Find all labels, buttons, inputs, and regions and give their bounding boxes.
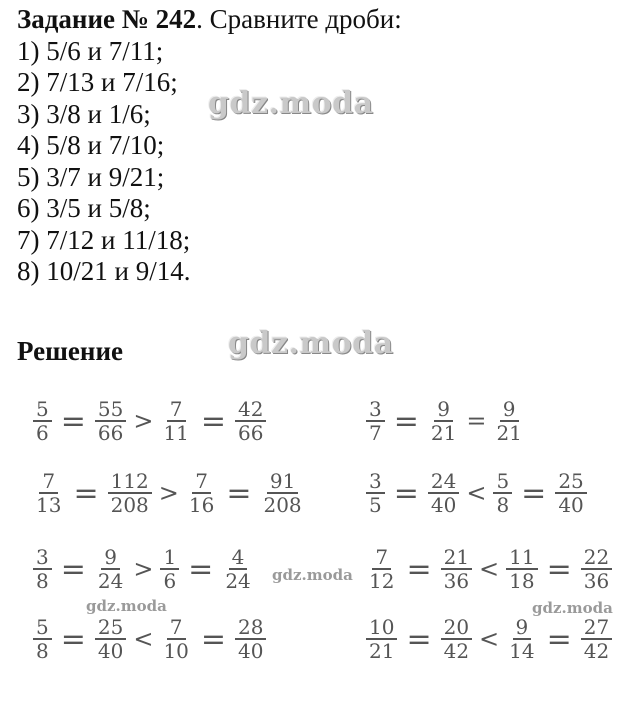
fraction [160,546,179,592]
numerator: 7 [192,470,211,494]
numerator: 7 [372,546,391,570]
task-item: 8) 10/21 и 9/14. [17,256,191,286]
numerator: 21 [441,546,472,570]
numerator: 3 [366,470,385,494]
equals-sign: = [406,551,432,587]
denominator: 66 [238,421,264,445]
comparison-sign: < [466,479,487,507]
numerator: 7 [39,470,58,494]
comparison-equation [363,470,590,516]
denominator: 42 [583,639,610,663]
fraction [506,546,537,592]
equals-sign: = [73,475,99,511]
numerator: 3 [33,546,52,570]
task-item: 4) 5/8 и 7/10; [17,130,165,160]
denominator: 6 [163,569,177,593]
fraction [95,616,126,662]
denominator: 6 [36,421,49,445]
denominator: 5 [369,493,382,517]
fraction [366,470,385,516]
fraction [160,398,191,444]
denominator: 10 [163,639,189,663]
task-item: 5) 3/7 и 9/21; [17,161,165,192]
numerator: 112 [108,470,152,494]
fraction [160,616,191,662]
equals-sign: = [226,475,252,511]
task-title [17,4,402,36]
numerator: 10 [366,616,397,640]
numerator: 5 [33,398,52,422]
denominator: 24 [225,569,251,593]
equals-sign: = [188,551,214,587]
fraction [555,470,586,516]
numerator: 28 [235,616,266,640]
denominator: 208 [263,493,302,517]
numerator: 24 [428,470,459,494]
comparison-sign: > [133,555,154,583]
denominator: 36 [583,569,610,593]
fraction [186,470,217,516]
denominator: 7 [369,421,382,445]
numerator: 4 [229,546,248,570]
task-item: 6) 3/5 и 5/8; [17,193,151,223]
fraction [33,616,52,662]
fraction [33,470,64,516]
solution-heading: Решение [17,336,123,366]
watermark: gdz.moda [208,86,374,121]
comparison-equation [30,470,308,516]
fraction [235,616,266,662]
fraction [235,398,266,444]
denominator: 66 [97,421,124,445]
numerator: 27 [581,616,612,640]
task-item: 2) 7/13 и 7/16; [17,67,178,97]
fraction [366,546,397,592]
denominator: 18 [509,569,535,593]
numerator: 20 [441,616,472,640]
comparison-sign: < [479,625,500,653]
watermark: gdz.moda [532,599,613,617]
comparison-sign: > [133,407,154,435]
numerator: 25 [555,470,586,494]
equals-sign: = [393,403,419,439]
comparison-equation [363,546,615,592]
denominator: 40 [430,493,457,517]
denominator: 12 [369,569,395,593]
comparison-equation [30,398,269,444]
denominator: 21 [369,639,395,663]
denominator: 40 [238,639,264,663]
comparison-equation [363,398,528,444]
fraction [260,470,304,516]
fraction [441,616,472,662]
equals-sign: = [60,551,86,587]
denominator: 40 [97,639,124,663]
comparison-equation [30,546,257,592]
comparison-equation [30,616,269,662]
equals-sign: = [60,621,86,657]
equals-sign: = [521,475,547,511]
denominator: 36 [443,569,470,593]
fraction [366,616,397,662]
watermark: gdz.moda [86,597,167,615]
denominator: 11 [163,421,189,445]
equals-sign: = [60,403,86,439]
fraction [366,398,385,444]
task-item: 7) 7/12 и 11/18; [17,224,191,255]
task-text [17,4,402,288]
numerator: 9 [101,546,120,570]
numerator: 25 [95,616,126,640]
comparison-sign: < [479,555,500,583]
fraction [581,616,612,662]
fraction [95,546,126,592]
equals-sign: = [200,403,227,439]
numerator: 3 [366,398,385,422]
numerator: 9 [500,398,519,422]
task-item: 3) 3/8 и 1/6; [17,98,151,129]
watermark: gdz.moda [272,566,353,584]
denominator: 8 [496,493,510,517]
denominator: 21 [496,421,522,445]
task-number: Задание № 242 [17,4,197,34]
numerator: 22 [581,546,612,570]
fraction [493,398,524,444]
fraction [441,546,472,592]
fraction [33,398,52,444]
comparison-sign: = [466,407,487,435]
fraction [95,398,126,444]
numerator: 42 [235,398,266,422]
denominator: 14 [509,639,535,663]
denominator: 8 [36,639,49,663]
watermark: gdz.moda [228,326,394,361]
equals-sign: = [393,475,419,511]
fraction [493,470,512,516]
comparison-sign: > [158,479,179,507]
denominator: 8 [36,569,49,593]
denominator: 16 [188,493,215,517]
fraction [428,470,459,516]
denominator: 208 [110,493,149,517]
denominator: 40 [558,493,584,517]
fraction [581,546,612,592]
numerator: 91 [267,470,298,494]
denominator: 13 [36,493,62,517]
numerator: 9 [513,616,532,640]
comparison-equation [363,616,615,662]
fraction [33,546,52,592]
fraction [506,616,537,662]
equals-sign: = [406,621,432,657]
numerator: 55 [95,398,126,422]
equals-sign: = [546,551,572,587]
numerator: 5 [493,470,512,494]
numerator: 7 [167,398,186,422]
numerator: 9 [434,398,453,422]
denominator: 21 [430,421,457,445]
denominator: 24 [97,569,124,593]
task-instruction: . Сравните дроби: [196,4,402,34]
numerator: 5 [33,616,52,640]
comparison-sign: < [133,625,154,653]
numerator: 11 [506,546,537,570]
numerator: 7 [167,616,186,640]
fraction [428,398,459,444]
fraction [222,546,253,592]
fraction [108,470,152,516]
equals-sign: = [200,621,227,657]
denominator: 42 [443,639,470,663]
numerator: 1 [160,546,179,570]
equals-sign: = [546,621,572,657]
task-item: 1) 5/6 и 7/11; [17,35,164,66]
